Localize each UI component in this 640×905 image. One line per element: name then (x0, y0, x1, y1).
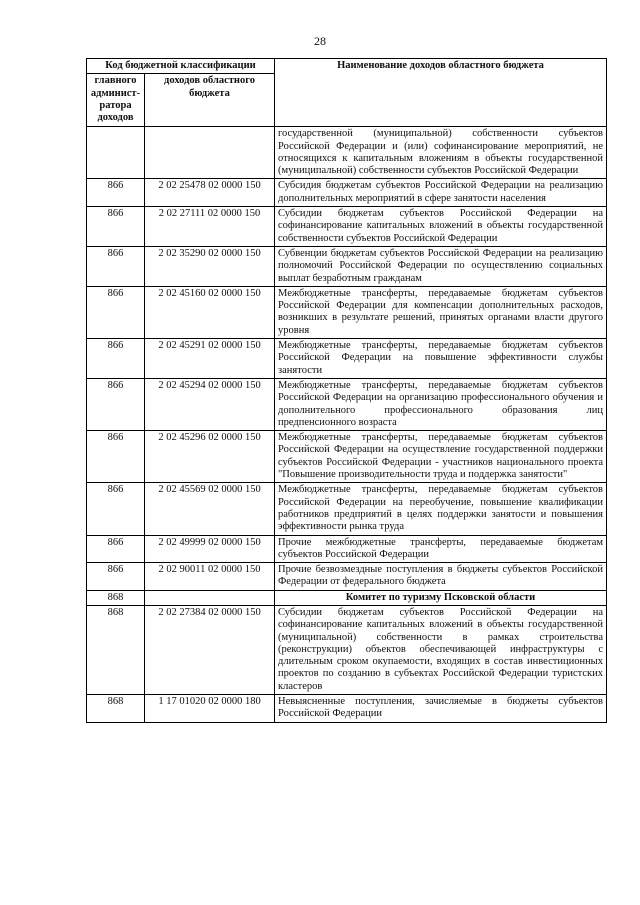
table-row (87, 127, 607, 179)
admin-code-cell: 868 (87, 695, 145, 723)
income-code-cell: 2 02 45569 02 0000 150 (145, 483, 275, 535)
admin-code-cell: 866 (87, 339, 145, 379)
income-code-cell: 2 02 25478 02 0000 150 (145, 179, 275, 207)
income-code-cell: 2 02 49999 02 0000 150 (145, 535, 275, 563)
table-row (87, 483, 607, 535)
table-row (87, 246, 607, 286)
header-classification-code: Код бюджетной классификации (87, 59, 275, 74)
income-code-cell: 2 02 45291 02 0000 150 (145, 339, 275, 379)
income-name-cell: Субвенции бюджетам субъектов Российской Федерации на реализацию полномочий Российской Федерации по осуществлению социальных выплат безработным гражданам (275, 246, 607, 286)
table-row (87, 695, 607, 723)
page-number: 28 (314, 34, 326, 48)
income-name-cell: Субсидии бюджетам субъектов Российской Федерации на софинансирование капитальных вложений в объекты государственной (муниципальной) собственности в рамках строительства (реконструкции) объектов обеспечивающей инфраструктуры с длительным сроком окупаемости, входящих в состав инвестиционных проектов по созданию в субъектах Российской Федерации туристских кластеров (275, 605, 607, 694)
admin-code-cell: 866 (87, 378, 145, 430)
table-row (87, 207, 607, 247)
table-row (87, 339, 607, 379)
income-code-cell: 2 02 45160 02 0000 150 (145, 286, 275, 338)
income-code-cell: 1 17 01020 02 0000 180 (145, 695, 275, 723)
income-name-cell: Межбюджетные трансферты, передаваемые бюджетам субъектов Российской Федерации на переобучение, повышение квалификации работников предприятий в целях поддержки занятости и повышения эффективности рынка труда (275, 483, 607, 535)
table-row (87, 179, 607, 207)
income-code-cell: 2 02 27111 02 0000 150 (145, 207, 275, 247)
admin-code-cell: 866 (87, 207, 145, 247)
income-code-cell: 2 02 45294 02 0000 150 (145, 378, 275, 430)
income-name-cell: Субсидии бюджетам субъектов Российской Федерации на софинансирование капитальных вложений в объекты государственной собственности субъектов Российской Федерации (275, 207, 607, 247)
admin-code-cell: 866 (87, 431, 145, 483)
section-title: Комитет по туризму Псковской области (275, 590, 607, 605)
table-row (87, 378, 607, 430)
admin-code-cell: 868 (87, 605, 145, 694)
income-name-cell: Невыясненные поступления, зачисляемые в бюджеты субъектов Российской Федерации (275, 695, 607, 723)
income-code-cell: 2 02 35290 02 0000 150 (145, 246, 275, 286)
budget-classification-table (86, 58, 607, 723)
admin-code-cell: 866 (87, 179, 145, 207)
income-name-cell: Межбюджетные трансферты, передаваемые бюджетам субъектов Российской Федерации для компенсации дополнительных расходов, возникших в результате решений, принятых органами власти другого уровня (275, 286, 607, 338)
income-name-cell: Субсидия бюджетам субъектов Российской Федерации на реализацию дополнительных мероприятий в сфере занятости населения (275, 179, 607, 207)
admin-code-cell (87, 127, 145, 179)
table-row (87, 286, 607, 338)
table-row (87, 431, 607, 483)
income-name-cell: Прочие межбюджетные трансферты, передаваемые бюджетам субъектов Российской Федерации (275, 535, 607, 563)
income-name-cell: Межбюджетные трансферты, передаваемые бюджетам субъектов Российской Федерации на организацию профессионального обучения и дополнительного профессионального образования лиц предпенсионного возраста (275, 378, 607, 430)
header-income-name: Наименование доходов областного бюджета (275, 59, 607, 127)
income-name-cell: Прочие безвозмездные поступления в бюджеты субъектов Российской Федерации от федерального бюджета (275, 563, 607, 591)
admin-code-cell: 866 (87, 535, 145, 563)
section-empty-cell (145, 590, 275, 605)
income-code-cell (145, 127, 275, 179)
section-row (87, 590, 607, 605)
income-name-cell: Межбюджетные трансферты, передаваемые бюджетам субъектов Российской Федерации на осуществление государственной поддержки субъектов Российской Федерации - участников национального проекта "Повышение производительности труда и поддержка занятости" (275, 431, 607, 483)
header-row-group (87, 59, 607, 74)
header-income-code: доходов областного бюджета (145, 74, 275, 127)
section-admin-code: 868 (87, 590, 145, 605)
income-name-cell: государственной (муниципальной) собственности субъектов Российской Федерации и (или) софинансирование мероприятий, не относящихся к капитальным вложениям в объекты государственной (муниципальной) собственности субъектов Российской Федерации (275, 127, 607, 179)
table-row (87, 563, 607, 591)
income-name-cell: Межбюджетные трансферты, передаваемые бюджетам субъектов Российской Федерации на повышение эффективности службы занятости (275, 339, 607, 379)
income-code-cell: 2 02 27384 02 0000 150 (145, 605, 275, 694)
income-code-cell: 2 02 90011 02 0000 150 (145, 563, 275, 591)
admin-code-cell: 866 (87, 483, 145, 535)
header-admin: главного админист-ратора доходов (87, 74, 145, 127)
table-row (87, 535, 607, 563)
admin-code-cell: 866 (87, 246, 145, 286)
income-code-cell: 2 02 45296 02 0000 150 (145, 431, 275, 483)
admin-code-cell: 866 (87, 563, 145, 591)
table-row (87, 605, 607, 694)
admin-code-cell: 866 (87, 286, 145, 338)
